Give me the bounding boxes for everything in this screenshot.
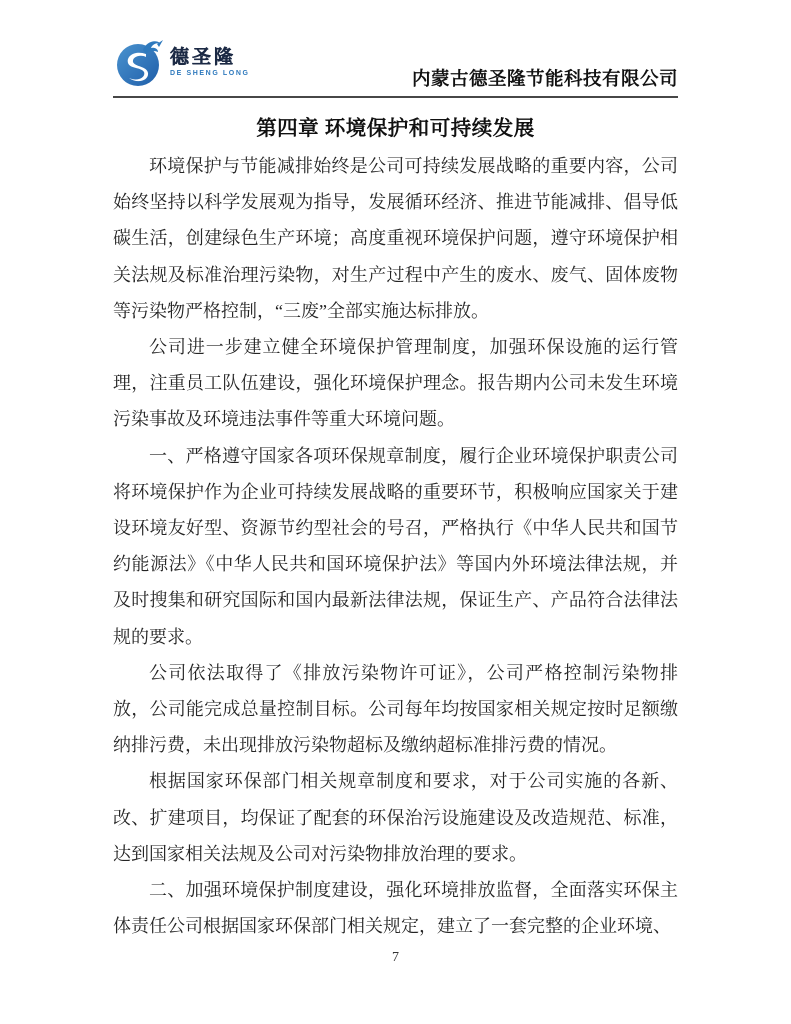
logo-wordmark — [170, 48, 250, 77]
company-logo — [113, 36, 250, 88]
body-paragraph: 公司进一步建立健全环境保护管理制度，加强环保设施的运行管理，注重员工队伍建设，强化环境保护理念。报告期内公司未发生环境污染事故及环境违法事件等重大环境问题。 — [113, 337, 678, 430]
logo-name-cn: 德圣隆 — [170, 46, 237, 68]
logo-name-en: DE SHENG LONG — [170, 69, 250, 77]
body-paragraph: 二、加强环境保护制度建设，强化环境排放监督，全面落实环保主体责任公司根据国家环保部门相关规定，建立了一套完整的企业环境、 — [113, 880, 678, 937]
dragon-sphere-logo-icon — [113, 36, 165, 88]
body-paragraph: 公司依法取得了《排放污染物许可证》，公司严格控制污染物排放，公司能完成总量控制目标。公司每年均按国家相关规定按时足额缴纳排污费，未出现排放污染物超标及缴纳超标准排污费的情况。 — [113, 662, 678, 756]
document-body — [113, 148, 678, 944]
chapter-title: 第四章 环境保护和可持续发展 — [256, 118, 535, 140]
page-header — [113, 36, 678, 98]
body-paragraph: 环境保护与节能减排始终是公司可持续发展战略的重要内容，公司始终坚持以科学发展观为指导，发展循环经济、推进节能减排、倡导低碳生活，创建绿色生产环境；高度重视环境保护问题，遵守环境保护相关法规及标准治理污染物，对生产过程中产生的废水、废气、固体废物等污染物严格控制，“三废”全部实施达标排放。 — [113, 156, 678, 321]
body-paragraph: 一、严格遵守国家各项环保规章制度，履行企业环境保护职责公司将环境保护作为企业可持续发展战略的重要环节，积极响应国家关于建设环境友好型、资源节约型社会的号召，严格执行《中华人民共和国节约能源法》《中华人民共和国环境保护法》等国内外环境法律法规，并及时搜集和研究国际和国内最新法律法规，保证生产、产品符合法律法规的要求。 — [113, 445, 678, 647]
page-number: 7 — [392, 950, 399, 965]
body-paragraph: 根据国家环保部门相关规章制度和要求，对于公司实施的各新、改、扩建项目，均保证了配套的环保治污设施建设及改造规范、标准，达到国家相关法规及公司对污染物排放治理的要求。 — [113, 771, 678, 864]
company-name: 内蒙古德圣隆节能科技有限公司 — [411, 70, 678, 90]
